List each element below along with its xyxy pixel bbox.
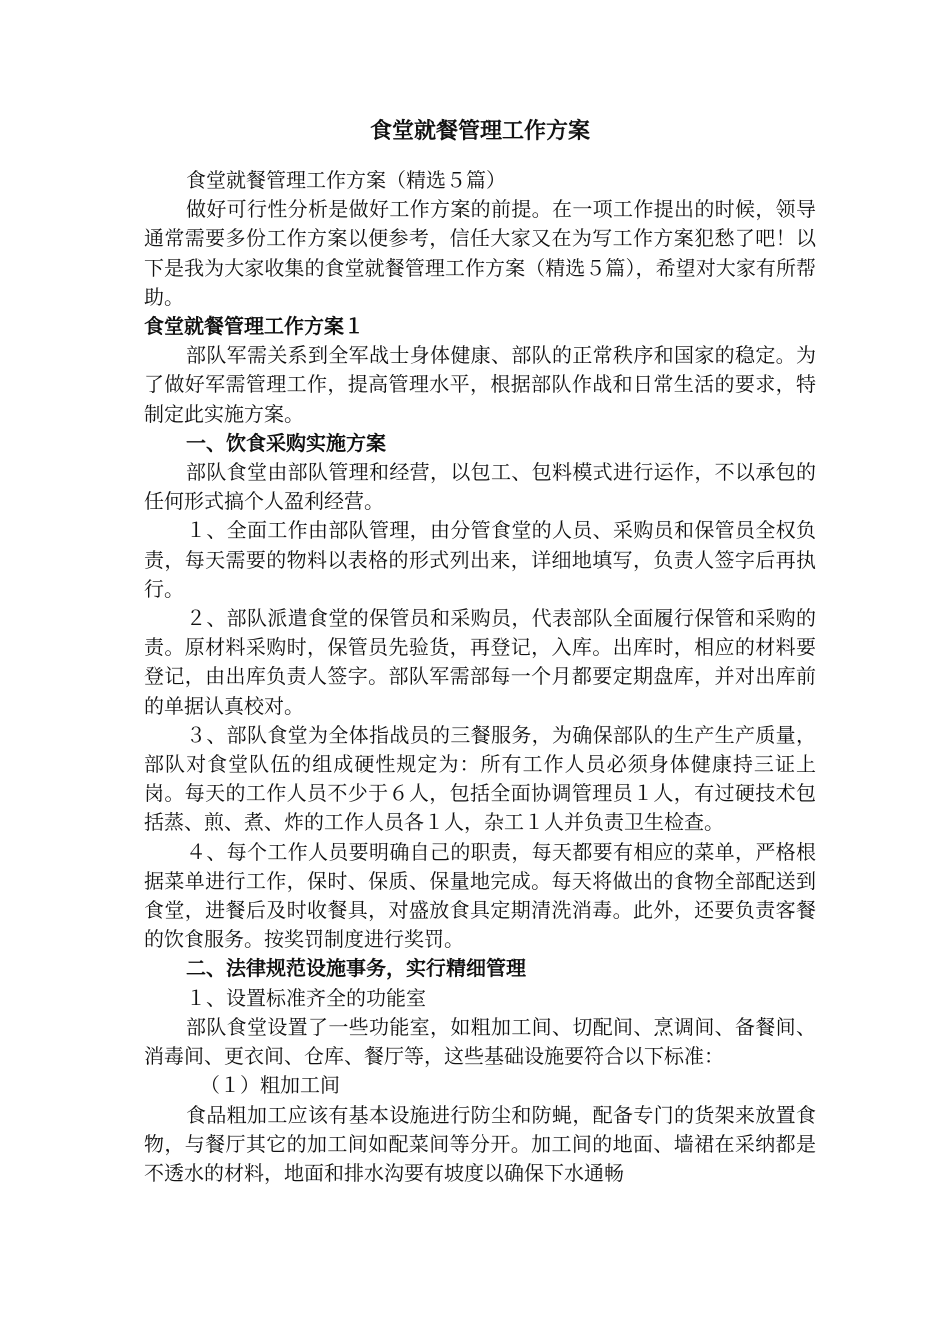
subsection-heading-1: 一、饮食采购实施方案 (186, 430, 386, 455)
list-item-paragraph: １、设置标准齐全的功能室 (186, 985, 426, 1010)
subsection-heading-2: 二、法律规范设施事务，实行精细管理 (186, 956, 526, 981)
document-title: 食堂就餐管理工作方案 (369, 119, 590, 144)
subtitle-paragraph: 食堂就餐管理工作方案（精选５篇） (186, 168, 506, 192)
intro-paragraph: 做好可行性分析是做好工作方案的前提。在一项工作提出的时候，领导通常需要多份工作方案以便参考，信任大家又在为写工作方案犯愁了吧！以下是我为大家收集的食堂就餐管理工作方案（精选５篇），希望对大家有所帮助。 (144, 197, 816, 309)
sub-item-heading: （１）粗加工间 (200, 1073, 340, 1098)
list-item-paragraph: １、全面工作由部队管理，由分管食堂的人员、采购员和保管员全权负责，每天需要的物料以表格的形式列出来，详细地填写，负责人签字后再执行。 (144, 518, 816, 601)
list-item-paragraph: ２、部队派遣食堂的保管员和采购员，代表部队全面履行保管和采购的责。原材料采购时，保管员先验货，再登记，入库。出库时，相应的材料要登记，由出库负责人签字。部队军需部每一个月都要定期盘库，并对出库前的单据认真校对。 (144, 606, 816, 718)
body-paragraph: 部队军需关系到全军战士身体健康、部队的正常秩序和国家的稳定。为了做好军需管理工作，提高管理水平，根据部队作战和日常生活的要求，特制定此实施方案。 (144, 343, 816, 426)
document-page (144, 112, 816, 1188)
body-paragraph: 部队食堂设置了一些功能室，如粗加工间、切配间、烹调间、备餐间、消毒间、更衣间、仓库、餐厅等，这些基础设施要符合以下标准： (144, 1014, 816, 1069)
list-item-paragraph: ４、每个工作人员要明确自己的职责，每天都要有相应的菜单，严格根据菜单进行工作，保时、保质、保量地完成。每天将做出的食物全部配送到食堂，进餐后及时收餐具，对盛放食具定期清洗消毒。此外，还要负责客餐的饮食服务。按奖罚制度进行奖罚。 (144, 839, 816, 952)
body-paragraph: 部队食堂由部队管理和经营，以包工、包料模式进行运作，不以承包的任何形式搞个人盈利经营。 (144, 460, 816, 514)
body-paragraph: 食品粗加工应该有基本设施进行防尘和防蝇，配备专门的货架来放置食物，与餐厅其它的加工间如配菜间等分开。加工间的地面、墙裙在采纳都是不透水的材料，地面和排水沟要有坡度以确保下水通畅 (144, 1102, 816, 1185)
section-heading-1: 食堂就餐管理工作方案１ (144, 314, 364, 339)
list-item-paragraph: ３、部队食堂为全体指战员的三餐服务，为确保部队的生产生产质量，部队对食堂队伍的组成硬性规定为：所有工作人员必须身体健康持三证上岗。每天的工作人员不少于６人，包括全面协调管理员１人，有过硬技术包括蒸、煎、煮、炸的工作人员各１人，杂工１人并负责卫生检查。 (144, 722, 816, 835)
